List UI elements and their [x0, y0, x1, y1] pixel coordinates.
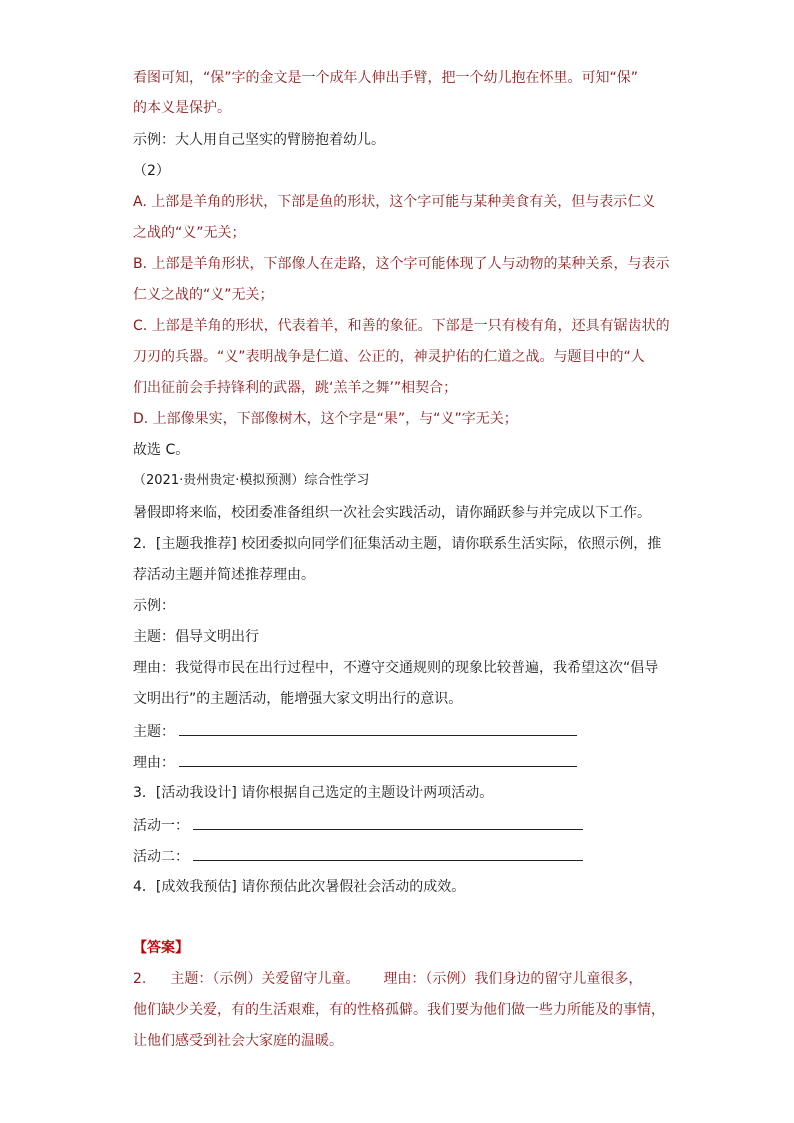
activity-one-label: 活动一： — [133, 818, 189, 834]
answer-heading: 【答案】 — [133, 940, 189, 956]
reason-blank[interactable] — [179, 752, 577, 767]
text-line: D. 上部像果实，下部像树木，这个字是“果”，与“义”字无关； — [133, 411, 518, 427]
text-line: C. 上部是羊角的形状，代表着羊，和善的象征。下部是一只有棱有角，还具有锯齿状的 — [133, 318, 670, 334]
reason-answer-row — [133, 752, 663, 773]
text-line: 理由：我觉得市民在出行过程中，不遵守交通规则的现象比较普遍，我希望这次“倡导 — [133, 660, 659, 676]
answer-line: 让他们感受到社会大家庭的温暖。 — [133, 1033, 343, 1049]
reason-label: 理由： — [133, 755, 175, 771]
topic-label: 主题： — [133, 724, 175, 740]
text-line: 3．[活动我设计] 请你根据自己选定的主题设计两项活动。 — [133, 785, 494, 801]
answer-number: 2. — [133, 971, 147, 987]
activity-two-blank[interactable] — [193, 846, 583, 861]
text-line: 看图可知，“保”字的金文是一个成年人伸出手臂，把一个幼儿抱在怀里。可知“保” — [133, 70, 639, 86]
activity-one-row — [133, 815, 663, 836]
text-line: 故选 C。 — [133, 442, 190, 458]
text-line: 荐活动主题并简述推荐理由。 — [133, 567, 315, 583]
text-line: 仁义之战的“义”无关； — [133, 287, 274, 303]
activity-two-label: 活动二： — [133, 849, 189, 865]
topic-blank[interactable] — [179, 721, 577, 736]
text-line: 刀刃的兵器。“义”表明战争是仁道、公正的，神灵护佑的仁道之战。与题目中的“人 — [133, 349, 645, 365]
topic-answer-row — [133, 721, 663, 742]
text-line: 文明出行”的主题活动，能增强大家文明出行的意识。 — [133, 691, 463, 707]
question-source: （2021·贵州贵定·模拟预测）综合性学习 — [133, 473, 370, 488]
text-line: 之战的“义”无关； — [133, 225, 246, 241]
text-line: A. 上部是羊角的形状，下部是鱼的形状，这个字可能与某种美食有关，但与表示仁义 — [133, 194, 656, 210]
text-line: 暑假即将来临，校团委准备组织一次社会实践活动，请你踊跃参与并完成以下工作。 — [133, 505, 651, 521]
activity-two-row — [133, 846, 663, 867]
text-line: 主题：倡导文明出行 — [133, 629, 259, 645]
text-line: 示例： — [133, 598, 175, 614]
text-line: 们出征前会手持锋利的武器，跳‘羔羊之舞’”相契合； — [133, 380, 458, 396]
answer-reason: 理由：（示例）我们身边的留守儿童很多， — [383, 971, 643, 987]
text-line: 示例：大人用自己坚实的臂膀抱着幼儿。 — [133, 132, 385, 148]
activity-one-blank[interactable] — [193, 815, 583, 830]
text-line: B. 上部是羊角形状，下部像人在走路，这个字可能体现了人与动物的某种关系，与表示 — [133, 256, 670, 272]
text-line: 2．[主题我推荐] 校团委拟向同学们征集活动主题，请你联系生活实际，依照示例，推 — [133, 536, 662, 552]
answer-line — [133, 969, 663, 989]
answer-line: 他们缺少关爱，有的生活艰难，有的性格孤僻。我们要为他们做一些力所能及的事情， — [133, 1002, 665, 1018]
text-line: （2） — [133, 163, 170, 179]
answer-topic: 主题：（示例）关爱留守儿童。 — [170, 971, 360, 987]
text-line: 的本义是保护。 — [133, 100, 231, 116]
text-line: 4．[成效我预估] 请你预估此次暑假社会活动的成效。 — [133, 879, 466, 895]
